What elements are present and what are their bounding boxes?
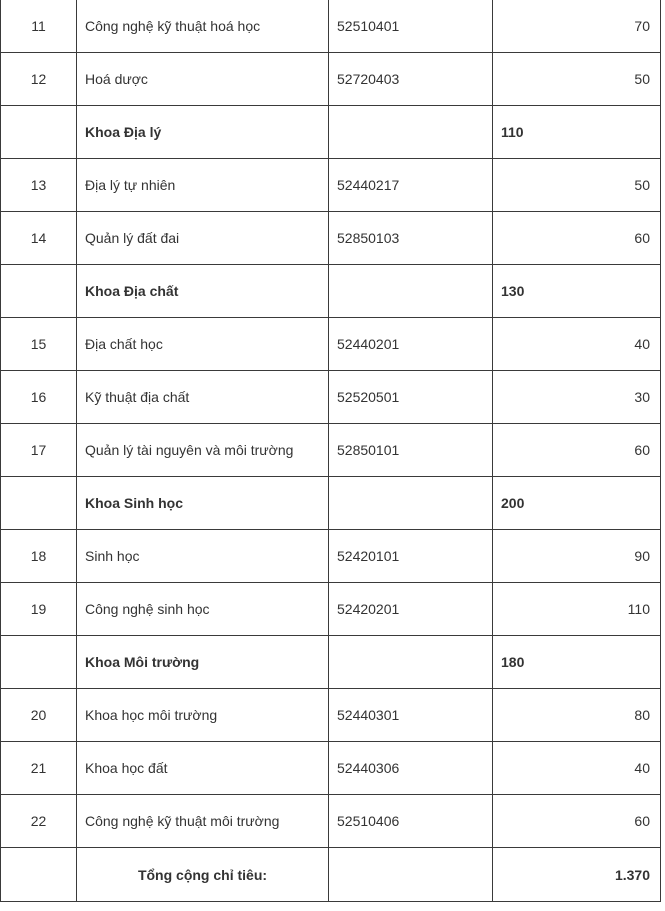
row-number: 20 [1,689,77,742]
faculty-quota: 180 [493,636,661,689]
table-row [1,318,661,371]
quota-value: 60 [493,424,661,477]
empty-cell [1,848,77,902]
row-number: 17 [1,424,77,477]
major-code: 52440301 [329,689,493,742]
row-number: 12 [1,53,77,106]
major-name: Quản lý đất đai [77,212,329,265]
row-number: 15 [1,318,77,371]
row-number: 22 [1,795,77,848]
major-code: 52720403 [329,53,493,106]
major-code: 52440306 [329,742,493,795]
row-number: 21 [1,742,77,795]
empty-cell [329,265,493,318]
major-name: Công nghệ kỹ thuật môi trường [77,795,329,848]
row-number: 13 [1,159,77,212]
empty-cell [1,106,77,159]
empty-cell [1,636,77,689]
faculty-quota: 200 [493,477,661,530]
table-row [1,689,661,742]
quota-value: 50 [493,53,661,106]
quota-value: 110 [493,583,661,636]
row-number: 16 [1,371,77,424]
major-name: Khoa học đất [77,742,329,795]
major-code: 52850101 [329,424,493,477]
faculty-row [1,265,661,318]
major-code: 52440217 [329,159,493,212]
quota-value: 40 [493,318,661,371]
faculty-row [1,636,661,689]
faculty-quota: 110 [493,106,661,159]
table-row [1,795,661,848]
table-row [1,583,661,636]
major-code: 52440201 [329,318,493,371]
empty-cell [329,636,493,689]
empty-cell [1,477,77,530]
empty-cell [329,477,493,530]
empty-cell [329,848,493,902]
major-code: 52420101 [329,530,493,583]
major-code: 52420201 [329,583,493,636]
quota-value: 40 [493,742,661,795]
table-row [1,371,661,424]
total-quota: 1.370 [493,848,661,902]
table-row [1,159,661,212]
empty-cell [329,106,493,159]
total-row [1,848,661,902]
major-code: 52520501 [329,371,493,424]
empty-cell [1,265,77,318]
quota-value: 90 [493,530,661,583]
faculty-name: Khoa Địa lý [77,106,329,159]
faculty-name: Khoa Địa chất [77,265,329,318]
major-code: 52850103 [329,212,493,265]
major-name: Công nghệ sinh học [77,583,329,636]
quota-value: 50 [493,159,661,212]
row-number: 18 [1,530,77,583]
table-body [1,0,661,902]
major-code: 52510406 [329,795,493,848]
major-name: Địa lý tự nhiên [77,159,329,212]
row-number: 14 [1,212,77,265]
table-row [1,424,661,477]
faculty-name: Khoa Sinh học [77,477,329,530]
quota-value: 80 [493,689,661,742]
faculty-quota: 130 [493,265,661,318]
major-name: Khoa học môi trường [77,689,329,742]
table-row [1,0,661,53]
total-label: Tổng cộng chỉ tiêu: [77,848,329,902]
table-row [1,212,661,265]
quota-value: 60 [493,212,661,265]
row-number: 11 [1,0,77,53]
quota-value: 70 [493,0,661,53]
quota-value: 30 [493,371,661,424]
table-row [1,742,661,795]
major-name: Sinh học [77,530,329,583]
major-name: Công nghệ kỹ thuật hoá học [77,0,329,53]
major-name: Hoá dược [77,53,329,106]
major-name: Địa chất học [77,318,329,371]
quota-value: 60 [493,795,661,848]
major-name: Kỹ thuật địa chất [77,371,329,424]
table-row [1,53,661,106]
major-name: Quản lý tài nguyên và môi trường [77,424,329,477]
faculty-row [1,477,661,530]
major-code: 52510401 [329,0,493,53]
faculty-row [1,106,661,159]
row-number: 19 [1,583,77,636]
table-row [1,530,661,583]
faculty-name: Khoa Môi trường [77,636,329,689]
